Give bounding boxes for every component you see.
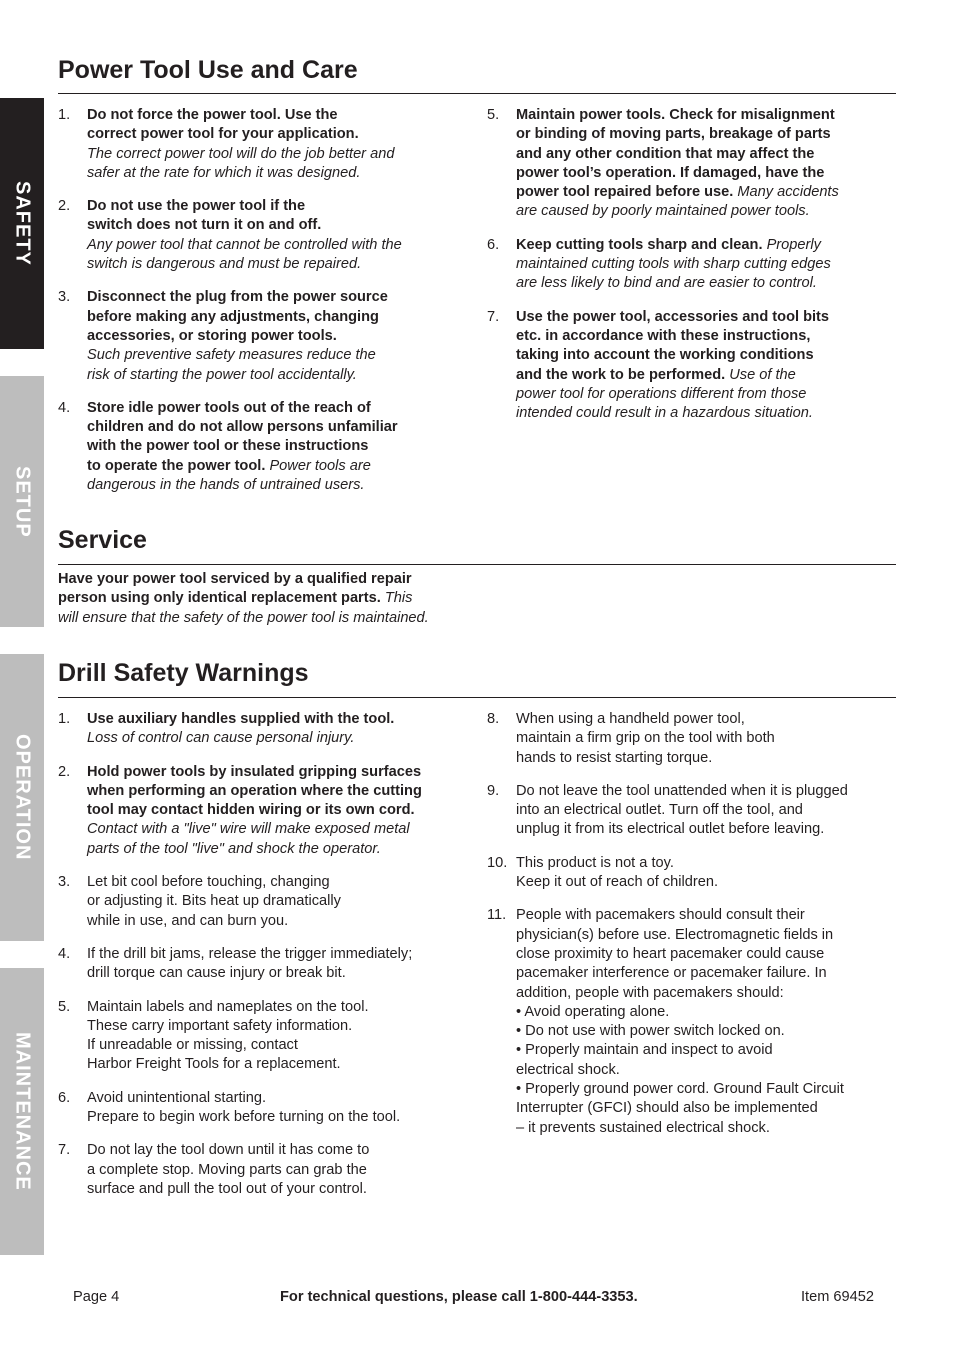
text-line — [516, 255, 907, 274]
text-line — [516, 926, 907, 945]
text-run: People with pacemakers should consult their — [516, 907, 805, 924]
text-line — [87, 216, 458, 235]
drill-col-right — [487, 710, 907, 1138]
text-line — [87, 236, 458, 255]
text-line — [87, 820, 468, 839]
text-run: etc. in accordance with these instructions, — [516, 327, 811, 344]
text-run: into an electrical outlet. Turn off the tool, and — [516, 802, 803, 819]
text-run: – it prevents sustained electrical shock. — [516, 1119, 770, 1136]
item-body — [516, 710, 907, 768]
list-item — [58, 945, 468, 984]
text-run: Use auxiliary handles supplied with the tool. — [87, 711, 395, 727]
text-line — [87, 125, 458, 144]
text-line — [87, 145, 458, 164]
power-tool-col-right — [487, 106, 907, 423]
tab-operation — [0, 654, 44, 941]
text-line — [87, 964, 468, 983]
text-line — [87, 710, 468, 729]
text-run: when performing an operation where the cutting — [87, 782, 422, 799]
text-run: This — [384, 590, 413, 607]
text-line — [516, 346, 907, 365]
text-line — [87, 840, 468, 859]
text-run: switch does not turn it on and off. — [87, 217, 322, 234]
list-item — [58, 873, 468, 931]
text-run: close proximity to heart pacemaker could cause — [516, 945, 825, 962]
text-line — [87, 327, 458, 346]
text-line — [516, 984, 907, 1003]
text-line — [516, 236, 907, 255]
text-line — [87, 197, 458, 216]
item-body — [87, 710, 468, 749]
list-item — [487, 106, 907, 222]
text-line — [516, 964, 907, 983]
text-line — [87, 399, 458, 418]
item-body — [516, 782, 907, 840]
list-item — [58, 106, 458, 183]
text-line — [87, 1055, 468, 1074]
text-line — [87, 1161, 468, 1180]
power-tool-col-left — [58, 106, 458, 495]
item-number: 1. — [58, 711, 71, 727]
text-run: Contact with a "live" wire will make exposed metal — [87, 821, 410, 838]
text-run: power tool repaired before use. — [516, 184, 738, 201]
list-item — [487, 854, 907, 893]
text-run: Many accidents — [737, 184, 839, 201]
text-line — [516, 945, 907, 964]
text-line — [87, 912, 468, 931]
list-item — [487, 308, 907, 424]
text-run: Any power tool that cannot be controlled with the — [87, 236, 402, 253]
text-line — [516, 906, 907, 925]
text-run: Let bit cool before touching, changing — [87, 874, 330, 891]
text-run: accessories, or storing power tools. — [87, 327, 337, 344]
text-line — [87, 437, 458, 456]
item-body — [87, 1089, 468, 1128]
list-item — [487, 710, 907, 768]
list-item — [58, 1089, 468, 1128]
text-run: Hold power tools by insulated gripping surfaces — [87, 763, 422, 780]
text-run: Use of the — [729, 366, 796, 383]
list-item — [58, 197, 458, 274]
text-run: Have your power tool serviced by a qualified repair — [58, 571, 412, 587]
text-run: pacemaker interference or pacemaker failure. In — [516, 965, 827, 982]
text-line — [516, 710, 907, 729]
text-line — [516, 274, 907, 293]
text-run: will ensure that the safety of the power tool is maintained. — [58, 609, 429, 626]
item-number: 11. — [487, 907, 507, 924]
text-run: children and do not allow persons unfamiliar — [87, 419, 398, 436]
text-run: before making any adjustments, changing — [87, 308, 379, 325]
item-body — [87, 873, 468, 931]
text-run: person using only identical replacement parts. — [58, 590, 385, 607]
item-number: 5. — [58, 998, 71, 1015]
section-title-service: Service — [58, 526, 147, 554]
text-run: If the drill bit jams, release the trigger immediately; — [87, 945, 413, 962]
text-line — [87, 1141, 468, 1160]
text-line — [58, 589, 429, 608]
text-run: When using a handheld power tool, — [516, 711, 745, 727]
item-body — [87, 1141, 468, 1199]
text-line — [516, 1003, 907, 1022]
text-line — [516, 1061, 907, 1080]
item-number: 7. — [58, 1142, 71, 1159]
text-run: The correct power tool will do the job better and — [87, 145, 395, 162]
item-body — [516, 308, 907, 424]
list-item — [58, 763, 468, 859]
text-line — [87, 288, 458, 307]
text-run: Keep it out of reach of children. — [516, 874, 719, 891]
text-run: These carry important safety information. — [87, 1017, 353, 1034]
list-item — [58, 288, 458, 384]
footer-item-number: Item 69452 — [801, 1289, 875, 1305]
text-run: Maintain labels and nameplates on the tool. — [87, 998, 369, 1015]
list-item — [58, 1141, 468, 1199]
text-line — [87, 892, 468, 911]
text-line — [87, 457, 458, 476]
text-run: Do not force the power tool. Use the — [87, 107, 338, 123]
text-run: unplug it from its electrical outlet before leaving. — [516, 821, 825, 838]
text-run: risk of starting the power tool accidentally. — [87, 366, 357, 383]
text-run: Keep cutting tools sharp and clean. — [516, 236, 767, 253]
text-run: tool may contact hidden wiring or its own cord. — [87, 802, 415, 819]
text-line — [87, 873, 468, 892]
text-run: surface and pull the tool out of your control. — [87, 1180, 367, 1197]
text-line — [87, 1180, 468, 1199]
tab-safety-label: SAFETY — [11, 181, 34, 266]
text-run: and the work to be performed. — [516, 366, 730, 383]
text-line — [87, 945, 468, 964]
text-run: Avoid unintentional starting. — [87, 1089, 267, 1106]
tab-safety — [0, 98, 44, 349]
text-run: drill torque can cause injury or break bit. — [87, 965, 346, 982]
text-run: Maintain power tools. Check for misalignment — [516, 107, 835, 123]
text-run: power tool’s operation. If damaged, have the — [516, 164, 825, 181]
text-run: intended could result in a hazardous situation. — [516, 405, 813, 422]
list-item — [487, 782, 907, 840]
text-line — [87, 1089, 468, 1108]
item-number: 10. — [487, 854, 508, 871]
item-body — [87, 197, 458, 274]
text-run: power tool for operations different from those — [516, 385, 807, 402]
text-run: • Properly ground power cord. Ground Fault Circuit — [516, 1081, 844, 1098]
text-line — [516, 749, 907, 768]
item-body — [87, 945, 468, 984]
text-run: physician(s) before use. Electromagnetic fields in — [516, 926, 834, 943]
text-run: addition, people with pacemakers should: — [516, 984, 784, 1001]
text-run: are less likely to bind and are easier to control. — [516, 275, 817, 292]
text-run: electrical shock. — [516, 1061, 620, 1078]
text-run: Store idle power tools out of the reach of — [87, 399, 371, 416]
text-line — [87, 782, 468, 801]
text-line — [516, 820, 907, 839]
text-run: Properly — [766, 236, 821, 253]
text-run: correct power tool for your application. — [87, 126, 359, 143]
item-number: 9. — [487, 782, 500, 799]
text-run: Do not leave the tool unattended when it is plugged — [516, 782, 848, 799]
text-line — [87, 998, 468, 1017]
text-run: hands to resist starting torque. — [516, 749, 713, 766]
text-line — [516, 106, 907, 125]
text-run: Do not use the power tool if the — [87, 198, 306, 215]
list-item — [58, 998, 468, 1075]
text-run: to operate the power tool. — [87, 457, 270, 474]
text-line — [516, 1099, 907, 1118]
text-line — [516, 404, 907, 423]
text-line — [58, 570, 429, 589]
list-item — [58, 399, 458, 495]
text-line — [516, 183, 907, 202]
text-line — [87, 346, 458, 365]
text-run: Loss of control can cause personal injury. — [87, 730, 355, 747]
text-run: • Do not use with power switch locked on. — [516, 1023, 785, 1040]
text-run: If unreadable or missing, contact — [87, 1037, 298, 1054]
tab-setup-label: SETUP — [11, 465, 34, 538]
item-number: 2. — [58, 198, 71, 215]
footer-tech-questions: For technical questions, please call 1-800-444-3353. — [280, 1289, 638, 1305]
list-item — [487, 906, 907, 1138]
section-rule — [58, 697, 896, 698]
text-run: Power tools are — [269, 457, 371, 474]
text-run: This product is not a toy. — [516, 854, 674, 871]
service-paragraph — [58, 570, 429, 628]
text-line — [516, 782, 907, 801]
text-line — [87, 801, 468, 820]
text-run: with the power tool or these instructions — [87, 438, 369, 455]
text-line — [516, 1022, 907, 1041]
text-run: are caused by poorly maintained power tools. — [516, 203, 810, 220]
text-run: dangerous in the hands of untrained users. — [87, 477, 365, 494]
text-run: • Avoid operating alone. — [516, 1003, 670, 1020]
item-body — [516, 854, 907, 893]
text-line — [87, 106, 458, 125]
drill-col-left — [58, 710, 468, 1199]
item-number: 4. — [58, 945, 71, 962]
item-body — [87, 399, 458, 495]
text-line — [87, 255, 458, 274]
text-run: Do not lay the tool down until it has come to — [87, 1142, 370, 1159]
text-line — [516, 801, 907, 820]
item-number: 3. — [58, 289, 71, 306]
item-number: 6. — [487, 236, 500, 253]
section-title-power-tool: Power Tool Use and Care — [58, 56, 358, 84]
text-run: maintain a firm grip on the tool with both — [516, 730, 775, 747]
text-run: safer at the rate for which it was designed. — [87, 164, 361, 181]
tab-maintenance-label: MAINTENANCE — [11, 1032, 34, 1191]
list-item — [487, 236, 907, 294]
text-line — [516, 145, 907, 164]
item-number: 3. — [58, 874, 71, 891]
text-run: switch is dangerous and must be repaired. — [87, 256, 362, 273]
section-title-drill: Drill Safety Warnings — [58, 659, 309, 687]
text-line — [516, 164, 907, 183]
text-run: or adjusting it. Bits heat up dramatically — [87, 893, 341, 910]
text-line — [516, 854, 907, 873]
text-line — [87, 308, 458, 327]
text-line — [516, 1119, 907, 1138]
text-line — [87, 763, 468, 782]
text-line — [87, 418, 458, 437]
text-line — [516, 873, 907, 892]
item-number: 8. — [487, 711, 500, 727]
text-run: Such preventive safety measures reduce the — [87, 347, 376, 364]
list-item — [58, 710, 468, 749]
text-line — [516, 327, 907, 346]
footer-page-number: Page 4 — [73, 1289, 120, 1305]
text-line — [87, 1036, 468, 1055]
item-body — [516, 106, 907, 222]
text-run: • Properly maintain and inspect to avoid — [516, 1042, 773, 1059]
item-number: 1. — [58, 107, 71, 123]
item-body — [516, 906, 907, 1138]
text-run: or binding of moving parts, breakage of parts — [516, 126, 831, 143]
tab-setup — [0, 376, 44, 627]
item-number: 5. — [487, 107, 500, 123]
text-line — [516, 125, 907, 144]
text-line — [516, 385, 907, 404]
text-run: Disconnect the plug from the power source — [87, 289, 388, 306]
text-line — [87, 366, 458, 385]
text-line — [58, 609, 429, 628]
text-run: parts of the tool "live" and shock the operator. — [87, 840, 381, 857]
text-run: Interrupter (GFCI) should also be implemented — [516, 1100, 818, 1117]
item-number: 2. — [58, 763, 71, 780]
section-rule — [58, 564, 896, 565]
item-body — [516, 236, 907, 294]
item-number: 7. — [487, 308, 500, 325]
item-number: 6. — [58, 1089, 71, 1106]
text-run: Harbor Freight Tools for a replacement. — [87, 1056, 341, 1073]
item-body — [87, 106, 458, 183]
item-body — [87, 288, 458, 384]
text-run: while in use, and can burn you. — [87, 912, 289, 929]
text-run: a complete stop. Moving parts can grab the — [87, 1161, 367, 1178]
text-run: maintained cutting tools with sharp cutting edges — [516, 256, 831, 273]
text-line — [87, 476, 458, 495]
text-line — [87, 1108, 468, 1127]
text-line — [516, 1080, 907, 1099]
text-run: taking into account the working conditions — [516, 347, 814, 364]
item-number: 4. — [58, 399, 71, 416]
text-line — [87, 164, 458, 183]
text-line — [516, 202, 907, 221]
item-body — [87, 763, 468, 859]
text-line — [516, 729, 907, 748]
section-rule — [58, 93, 896, 94]
text-line — [516, 366, 907, 385]
text-run: Prepare to begin work before turning on the tool. — [87, 1109, 401, 1126]
text-line — [516, 1041, 907, 1060]
item-body — [87, 998, 468, 1075]
text-run: Use the power tool, accessories and tool bits — [516, 308, 830, 325]
text-run: and any other condition that may affect the — [516, 145, 815, 162]
text-line — [516, 308, 907, 327]
text-line — [87, 729, 468, 748]
tab-operation-label: OPERATION — [11, 734, 34, 861]
text-line — [87, 1017, 468, 1036]
tab-maintenance — [0, 968, 44, 1255]
